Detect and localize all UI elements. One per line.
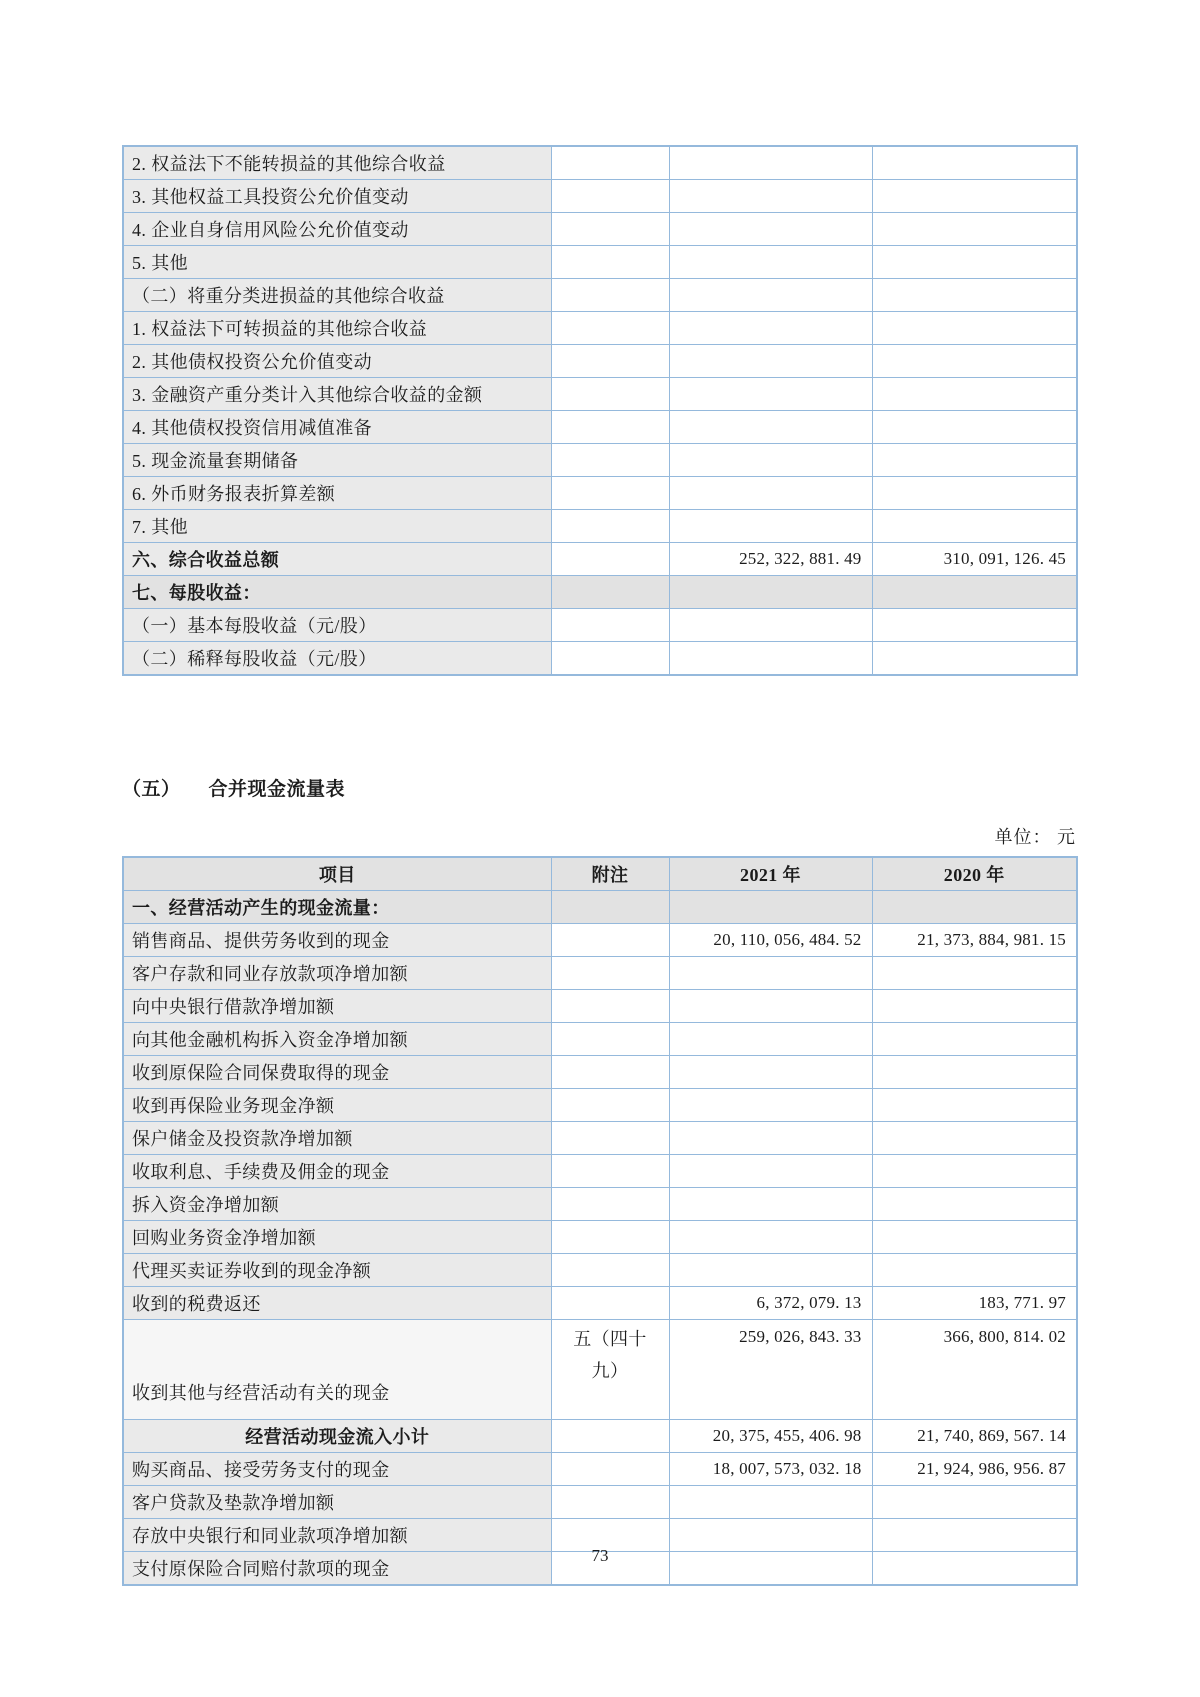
item-label-cell: 保户储金及投资款净增加额 bbox=[123, 1122, 551, 1155]
value-2020-cell bbox=[872, 279, 1077, 312]
value-2021-cell bbox=[669, 1221, 872, 1254]
table-row bbox=[123, 609, 1077, 642]
value-2021-cell: 252, 322, 881. 49 bbox=[669, 543, 872, 576]
value-2021-cell bbox=[669, 642, 872, 676]
item-label-cell: （一）基本每股收益（元/股） bbox=[123, 609, 551, 642]
table-row bbox=[123, 1287, 1077, 1320]
table-row bbox=[123, 957, 1077, 990]
header-item: 项目 bbox=[123, 857, 551, 891]
note-cell bbox=[551, 1056, 669, 1089]
table-row bbox=[123, 1320, 1077, 1420]
value-2020-cell bbox=[872, 146, 1077, 180]
note-cell bbox=[551, 1155, 669, 1188]
item-label-cell: 购买商品、接受劳务支付的现金 bbox=[123, 1453, 551, 1486]
note-cell bbox=[551, 543, 669, 576]
value-2021-cell bbox=[669, 444, 872, 477]
value-2021-cell bbox=[669, 312, 872, 345]
table-row bbox=[123, 1221, 1077, 1254]
value-2021-cell bbox=[669, 1188, 872, 1221]
section-heading-number: （五） bbox=[122, 779, 181, 800]
table-row bbox=[123, 642, 1077, 676]
value-2020-cell bbox=[872, 180, 1077, 213]
table-row bbox=[123, 1453, 1077, 1486]
note-cell bbox=[551, 213, 669, 246]
table-row bbox=[123, 1155, 1077, 1188]
note-cell bbox=[551, 345, 669, 378]
item-label-cell: 收取利息、手续费及佣金的现金 bbox=[123, 1155, 551, 1188]
note-cell bbox=[551, 411, 669, 444]
value-2021-cell bbox=[669, 180, 872, 213]
value-2020-cell bbox=[872, 444, 1077, 477]
item-label-cell: 一、经营活动产生的现金流量： bbox=[123, 891, 551, 924]
note-cell bbox=[551, 1089, 669, 1122]
item-label-cell: 4. 其他债权投资信用减值准备 bbox=[123, 411, 551, 444]
item-label-cell: 2. 权益法下不能转损益的其他综合收益 bbox=[123, 146, 551, 180]
value-2021-cell bbox=[669, 990, 872, 1023]
table-row bbox=[123, 924, 1077, 957]
note-cell bbox=[551, 246, 669, 279]
value-2021-cell bbox=[669, 477, 872, 510]
value-2021-cell bbox=[669, 1254, 872, 1287]
value-2020-cell: 21, 373, 884, 981. 15 bbox=[872, 924, 1077, 957]
value-2020-cell bbox=[872, 576, 1077, 609]
value-2021-cell bbox=[669, 1155, 872, 1188]
table-row bbox=[123, 1486, 1077, 1519]
value-2021-cell bbox=[669, 1486, 872, 1519]
comprehensive-income-table-body bbox=[123, 146, 1077, 675]
value-2021-cell: 20, 110, 056, 484. 52 bbox=[669, 924, 872, 957]
section-heading-title: 合并现金流量表 bbox=[208, 779, 346, 800]
item-label-cell: 客户存款和同业存放款项净增加额 bbox=[123, 957, 551, 990]
cash-flow-table-body bbox=[123, 891, 1077, 1586]
value-2020-cell bbox=[872, 957, 1077, 990]
value-2020-cell bbox=[872, 1089, 1077, 1122]
value-2021-cell bbox=[669, 213, 872, 246]
item-label-cell: 存放中央银行和同业款项净增加额 bbox=[123, 1519, 551, 1552]
table-row bbox=[123, 213, 1077, 246]
value-2020-cell bbox=[872, 1056, 1077, 1089]
value-2020-cell: 310, 091, 126. 45 bbox=[872, 543, 1077, 576]
value-2020-cell bbox=[872, 990, 1077, 1023]
value-2020-cell bbox=[872, 1155, 1077, 1188]
value-2021-cell: 20, 375, 455, 406. 98 bbox=[669, 1420, 872, 1453]
table-row bbox=[123, 146, 1077, 180]
note-cell bbox=[551, 609, 669, 642]
value-2021-cell: 259, 026, 843. 33 bbox=[669, 1320, 872, 1420]
table-row bbox=[123, 891, 1077, 924]
table-row bbox=[123, 180, 1077, 213]
value-2020-cell: 21, 740, 869, 567. 14 bbox=[872, 1420, 1077, 1453]
table-row bbox=[123, 1188, 1077, 1221]
value-2021-cell bbox=[669, 279, 872, 312]
item-label-cell: 7. 其他 bbox=[123, 510, 551, 543]
cash-flow-table bbox=[122, 856, 1078, 1586]
note-cell bbox=[551, 642, 669, 676]
note-cell bbox=[551, 444, 669, 477]
value-2020-cell bbox=[872, 477, 1077, 510]
item-label-cell: 销售商品、提供劳务收到的现金 bbox=[123, 924, 551, 957]
table-row bbox=[123, 411, 1077, 444]
note-cell bbox=[551, 891, 669, 924]
page-number: 73 bbox=[591, 1546, 609, 1565]
table-row bbox=[123, 1089, 1077, 1122]
table-row bbox=[123, 1023, 1077, 1056]
value-2020-cell bbox=[872, 1254, 1077, 1287]
value-2021-cell bbox=[669, 378, 872, 411]
value-2021-cell bbox=[669, 345, 872, 378]
value-2020-cell bbox=[872, 378, 1077, 411]
item-label-cell: （二）将重分类进损益的其他综合收益 bbox=[123, 279, 551, 312]
item-label-cell: 4. 企业自身信用风险公允价值变动 bbox=[123, 213, 551, 246]
table-row bbox=[123, 510, 1077, 543]
value-2020-cell bbox=[872, 1486, 1077, 1519]
value-2020-cell bbox=[872, 1023, 1077, 1056]
section-heading bbox=[122, 774, 345, 801]
note-cell bbox=[551, 1287, 669, 1320]
table-row bbox=[123, 378, 1077, 411]
note-cell bbox=[551, 378, 669, 411]
value-2021-cell: 6, 372, 079. 13 bbox=[669, 1287, 872, 1320]
value-2020-cell bbox=[872, 213, 1077, 246]
value-2021-cell bbox=[669, 576, 872, 609]
value-2021-cell bbox=[669, 411, 872, 444]
value-2020-cell bbox=[872, 411, 1077, 444]
item-label-cell: 3. 金融资产重分类计入其他综合收益的金额 bbox=[123, 378, 551, 411]
table-row bbox=[123, 444, 1077, 477]
table-row bbox=[123, 1056, 1077, 1089]
note-cell bbox=[551, 312, 669, 345]
header-2021: 2021 年 bbox=[669, 857, 872, 891]
item-label-cell: 2. 其他债权投资公允价值变动 bbox=[123, 345, 551, 378]
value-2021-cell bbox=[669, 957, 872, 990]
table-row bbox=[123, 246, 1077, 279]
table-row bbox=[123, 345, 1077, 378]
item-label-cell: 支付原保险合同赔付款项的现金 bbox=[123, 1552, 551, 1586]
header-note: 附注 bbox=[551, 857, 669, 891]
note-cell bbox=[551, 510, 669, 543]
header-2020: 2020 年 bbox=[872, 857, 1077, 891]
table-row bbox=[123, 1254, 1077, 1287]
item-label-cell: 5. 其他 bbox=[123, 246, 551, 279]
item-label-cell: 收到其他与经营活动有关的现金 bbox=[123, 1320, 551, 1420]
value-2021-cell bbox=[669, 510, 872, 543]
table-row bbox=[123, 477, 1077, 510]
table-row bbox=[123, 1420, 1077, 1453]
note-cell bbox=[551, 924, 669, 957]
note-cell bbox=[551, 146, 669, 180]
table-row bbox=[123, 543, 1077, 576]
value-2020-cell bbox=[872, 1188, 1077, 1221]
table-row bbox=[123, 990, 1077, 1023]
value-2021-cell bbox=[669, 1122, 872, 1155]
value-2021-cell bbox=[669, 609, 872, 642]
value-2020-cell: 183, 771. 97 bbox=[872, 1287, 1077, 1320]
item-label-cell: 七、每股收益： bbox=[123, 576, 551, 609]
value-2021-cell bbox=[669, 1089, 872, 1122]
note-cell bbox=[551, 1221, 669, 1254]
note-cell bbox=[551, 1420, 669, 1453]
value-2020-cell bbox=[872, 345, 1077, 378]
note-cell bbox=[551, 1320, 669, 1420]
value-2020-cell bbox=[872, 1122, 1077, 1155]
table-row bbox=[123, 312, 1077, 345]
item-label-cell: 代理买卖证券收到的现金净额 bbox=[123, 1254, 551, 1287]
note-cell bbox=[551, 1254, 669, 1287]
item-label-cell: 收到再保险业务现金净额 bbox=[123, 1089, 551, 1122]
value-2020-cell: 366, 800, 814. 02 bbox=[872, 1320, 1077, 1420]
value-2021-cell bbox=[669, 891, 872, 924]
note-cell bbox=[551, 1453, 669, 1486]
item-label-cell: 经营活动现金流入小计 bbox=[123, 1420, 551, 1453]
note-cell bbox=[551, 1122, 669, 1155]
value-2021-cell bbox=[669, 1023, 872, 1056]
note-cell bbox=[551, 279, 669, 312]
table-row bbox=[123, 279, 1077, 312]
table-row bbox=[123, 1122, 1077, 1155]
note-cell bbox=[551, 576, 669, 609]
item-label-cell: 6. 外币财务报表折算差额 bbox=[123, 477, 551, 510]
value-2020-cell bbox=[872, 1221, 1077, 1254]
item-label-cell: 收到的税费返还 bbox=[123, 1287, 551, 1320]
note-cell bbox=[551, 477, 669, 510]
item-label-cell: 拆入资金净增加额 bbox=[123, 1188, 551, 1221]
item-label-cell: 向其他金融机构拆入资金净增加额 bbox=[123, 1023, 551, 1056]
value-2020-cell bbox=[872, 642, 1077, 676]
item-label-cell: 3. 其他权益工具投资公允价值变动 bbox=[123, 180, 551, 213]
note-cell bbox=[551, 1486, 669, 1519]
item-label-cell: 1. 权益法下可转损益的其他综合收益 bbox=[123, 312, 551, 345]
item-label-cell: 客户贷款及垫款净增加额 bbox=[123, 1486, 551, 1519]
note-cell bbox=[551, 990, 669, 1023]
value-2020-cell bbox=[872, 609, 1077, 642]
note-cell bbox=[551, 180, 669, 213]
table-row bbox=[123, 576, 1077, 609]
note-cell bbox=[551, 1023, 669, 1056]
item-label-cell: 5. 现金流量套期储备 bbox=[123, 444, 551, 477]
item-label-cell: 回购业务资金净增加额 bbox=[123, 1221, 551, 1254]
value-2020-cell bbox=[872, 312, 1077, 345]
value-2020-cell bbox=[872, 891, 1077, 924]
value-2021-cell bbox=[669, 146, 872, 180]
item-label-cell: （二）稀释每股收益（元/股） bbox=[123, 642, 551, 676]
note-text: 五（四十九） bbox=[573, 1329, 647, 1381]
value-2021-cell bbox=[669, 1056, 872, 1089]
value-2021-cell: 18, 007, 573, 032. 18 bbox=[669, 1453, 872, 1486]
item-label-cell: 六、综合收益总额 bbox=[123, 543, 551, 576]
note-cell bbox=[551, 957, 669, 990]
value-2020-cell: 21, 924, 986, 956. 87 bbox=[872, 1453, 1077, 1486]
cash-flow-header-row bbox=[123, 857, 1077, 891]
value-2020-cell bbox=[872, 510, 1077, 543]
item-label-cell: 向中央银行借款净增加额 bbox=[123, 990, 551, 1023]
unit-label: 单位： 元 bbox=[994, 827, 1076, 847]
value-2021-cell bbox=[669, 246, 872, 279]
comprehensive-income-table bbox=[122, 145, 1078, 676]
item-label-cell: 收到原保险合同保费取得的现金 bbox=[123, 1056, 551, 1089]
value-2020-cell bbox=[872, 246, 1077, 279]
note-cell bbox=[551, 1188, 669, 1221]
